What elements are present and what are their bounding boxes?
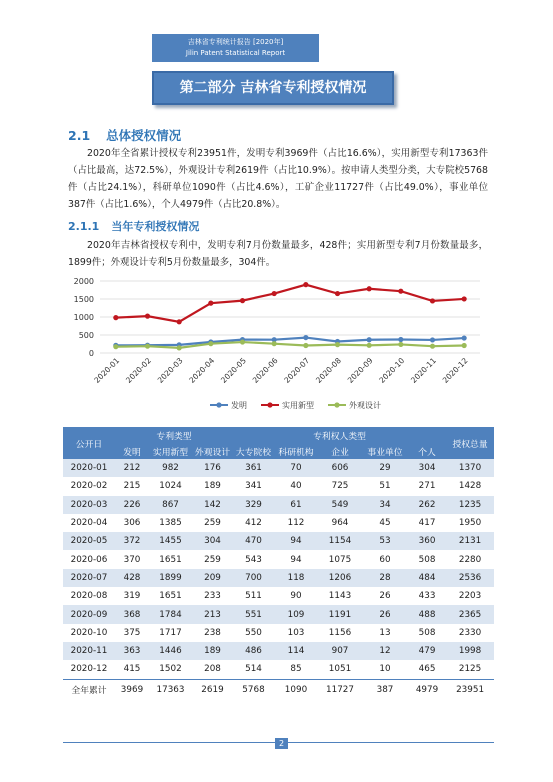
table-cell: 61 — [290, 499, 302, 510]
table-cell: 606 — [331, 463, 349, 474]
table-cell: 118 — [287, 572, 305, 583]
overview-paragraph — [68, 145, 488, 213]
header-title: 吉林省专利统计报告 [2020年] — [187, 38, 284, 46]
table-cell: 28 — [379, 572, 391, 583]
data-point — [177, 345, 182, 350]
x-tick-label: 2020-07 — [282, 356, 312, 385]
table-cell: 34 — [379, 499, 391, 510]
table-cell: 94 — [290, 536, 302, 547]
table-cell: 1143 — [328, 591, 352, 602]
table-cell: 45 — [379, 518, 391, 529]
table-cell: 259 — [204, 518, 221, 529]
table-cell: 1784 — [159, 609, 182, 620]
x-tick-label: 2020-10 — [377, 356, 407, 385]
table-cell: 725 — [331, 481, 349, 492]
table-row — [63, 496, 494, 514]
legend-marker — [334, 402, 339, 407]
table-total-cell: 1090 — [274, 679, 318, 700]
table-cell: 1024 — [159, 481, 182, 492]
table-cell: 1154 — [328, 536, 352, 547]
table-cell: 142 — [204, 499, 221, 510]
table-cell: 1998 — [458, 646, 482, 657]
data-point — [303, 335, 308, 340]
table-cell: 94 — [290, 554, 302, 565]
table-cell: 1235 — [458, 499, 482, 510]
table-cell: 259 — [204, 554, 221, 565]
table-cell: 2365 — [458, 609, 482, 620]
table-cell: 306 — [123, 518, 141, 529]
table-cell: 2131 — [458, 536, 482, 547]
table-cell: 2280 — [458, 554, 482, 565]
table-cell: 964 — [331, 518, 349, 529]
table-cell: 70 — [290, 463, 302, 474]
table-cell: 550 — [245, 627, 262, 638]
table-cell: 465 — [418, 664, 436, 675]
col-subheader: 科研机构 — [278, 447, 314, 458]
table-total-cell: 387 — [362, 679, 408, 700]
section-heading — [68, 126, 181, 144]
table-cell: 212 — [123, 463, 141, 474]
table-cell: 213 — [204, 609, 221, 620]
table-cell: 417 — [418, 518, 436, 529]
table-total-cell: 2619 — [192, 679, 233, 700]
table-cell: 109 — [287, 609, 305, 620]
table-row — [63, 550, 494, 568]
table-cell: 361 — [245, 463, 262, 474]
y-tick-label: 0 — [88, 349, 94, 358]
monthly-grants-table-wrap — [63, 427, 494, 700]
data-point — [208, 301, 213, 306]
table-cell: 85 — [290, 664, 302, 675]
data-point — [113, 344, 118, 349]
y-tick-label: 500 — [78, 331, 94, 340]
data-point — [462, 335, 467, 340]
col-header-total: 授权总量 — [452, 439, 488, 450]
series-line — [116, 285, 464, 322]
table-cell: 103 — [287, 627, 305, 638]
table-cell: 304 — [418, 463, 436, 474]
x-tick-label: 2020-08 — [314, 356, 343, 385]
table-cell: 1950 — [458, 518, 482, 529]
table-cell: 2203 — [458, 591, 482, 602]
table-cell: 1156 — [328, 627, 352, 638]
table-cell: 2020-01 — [70, 463, 108, 474]
table-cell: 2020-05 — [70, 536, 108, 547]
table-cell: 2020-04 — [70, 518, 108, 529]
data-point — [335, 342, 340, 347]
page-number: 2 — [275, 738, 288, 749]
table-total-cell: 17363 — [149, 679, 192, 700]
table-cell: 2020-06 — [70, 554, 108, 565]
table-cell: 360 — [418, 536, 436, 547]
table-total-cell: 4979 — [408, 679, 446, 700]
legend-marker — [267, 402, 272, 407]
table-cell: 1051 — [328, 664, 352, 675]
table-cell: 428 — [123, 572, 141, 583]
table-cell: 372 — [123, 536, 141, 547]
data-point — [398, 289, 403, 294]
table-cell: 1717 — [159, 627, 182, 638]
table-cell: 508 — [418, 554, 436, 565]
data-point — [398, 337, 403, 342]
table-total-cell: 5768 — [233, 679, 274, 700]
table-cell: 2020-09 — [70, 609, 108, 620]
col-subheader: 外观设计 — [194, 447, 231, 458]
x-tick-label: 2020-01 — [92, 356, 122, 385]
table-cell: 982 — [162, 463, 179, 474]
table-row — [63, 624, 494, 642]
data-point — [367, 337, 372, 342]
table-cell: 1206 — [328, 572, 352, 583]
table-cell: 60 — [379, 554, 391, 565]
data-point — [145, 314, 150, 319]
col-header-date: 公开日 — [75, 439, 103, 450]
table-cell: 700 — [245, 572, 262, 583]
table-total-row — [63, 679, 494, 700]
table-cell: 1191 — [328, 609, 352, 620]
x-tick-label: 2020-12 — [440, 356, 470, 385]
data-point — [430, 298, 435, 303]
table-cell: 53 — [379, 536, 391, 547]
table-cell: 484 — [418, 572, 436, 583]
table-cell: 13 — [379, 627, 391, 638]
table-cell: 12 — [379, 646, 391, 657]
x-tick-label: 2020-11 — [409, 356, 438, 385]
table-cell: 549 — [331, 499, 349, 510]
table-row — [63, 459, 494, 477]
table-cell: 262 — [418, 499, 436, 510]
table-cell: 2536 — [458, 572, 482, 583]
table-cell: 412 — [245, 518, 262, 529]
y-tick-label: 1500 — [73, 295, 94, 304]
table-row — [63, 642, 494, 660]
data-point — [208, 341, 213, 346]
subsection-heading — [68, 218, 199, 234]
table-row — [63, 514, 494, 532]
legend-label: 发明 — [231, 401, 247, 410]
monthly-text: 2020年吉林省授权专利中，发明专利7月份数量最多，428件；实用新型专利7月份数量最多，1899件；外观设计专利5月份数量最多，304件。 — [68, 240, 488, 268]
table-cell: 486 — [245, 646, 262, 657]
table-cell: 29 — [379, 463, 391, 474]
report-header-banner — [152, 34, 319, 62]
table-cell: 433 — [418, 591, 436, 602]
subsection-number: 2.1.1 — [68, 220, 100, 233]
table-cell: 215 — [123, 481, 141, 492]
table-cell: 1446 — [159, 646, 182, 657]
table-cell: 2330 — [458, 627, 482, 638]
y-tick-label: 1000 — [73, 313, 94, 322]
data-point — [430, 344, 435, 349]
data-point — [367, 286, 372, 291]
table-cell: 341 — [245, 481, 262, 492]
table-cell: 2020-02 — [70, 481, 108, 492]
table-cell: 304 — [204, 536, 221, 547]
table-cell: 2020-11 — [70, 646, 108, 657]
table-cell: 867 — [162, 499, 179, 510]
table-cell: 2020-10 — [70, 627, 108, 638]
table-cell: 1899 — [159, 572, 182, 583]
x-tick-label: 2020-03 — [155, 356, 185, 385]
table-cell: 226 — [123, 499, 141, 510]
table-total-cell: 全年累计 — [63, 679, 115, 700]
x-tick-label: 2020-06 — [250, 356, 280, 385]
table-cell: 511 — [245, 591, 262, 602]
data-point — [430, 337, 435, 342]
monthly-grants-line-chart — [60, 273, 490, 415]
table-cell: 479 — [418, 646, 436, 657]
table-cell: 1075 — [328, 554, 352, 565]
header-subtitle: Jilin Patent Statistical Report — [185, 49, 286, 57]
table-cell: 238 — [204, 627, 221, 638]
data-point — [145, 344, 150, 349]
table-cell: 189 — [204, 646, 221, 657]
table-cell: 551 — [245, 609, 262, 620]
table-cell: 1651 — [159, 591, 182, 602]
legend-label: 外观设计 — [349, 401, 381, 410]
col-group-owner-type: 专利权人类型 — [313, 431, 366, 442]
data-point — [398, 342, 403, 347]
section-number: 2.1 — [68, 128, 91, 143]
table-cell: 415 — [123, 664, 141, 675]
table-cell: 2020-12 — [70, 664, 108, 675]
data-point — [367, 343, 372, 348]
table-cell: 1455 — [159, 536, 182, 547]
table-row — [63, 532, 494, 550]
table-cell: 51 — [379, 481, 391, 492]
table-row — [63, 587, 494, 605]
overview-text: 2020年全省累计授权专利23951件，发明专利3969件（占比16.6%），实用新型专利17363件（占比最高，达72.5%），外观设计专利2619件（占比10.9%）。按申请人类型分类，大专院校5768件（占比24.1%），科研单位1090件（占比4.6%），工矿企业11727件（占比49.0%），事业单位387件（占比1.6%），个人4979件（占比20.8%）。 — [68, 148, 488, 210]
table-cell: 233 — [204, 591, 221, 602]
col-group-patent-type: 专利类型 — [156, 431, 192, 442]
col-subheader: 个人 — [418, 447, 436, 458]
table-row — [63, 569, 494, 587]
table-cell: 271 — [418, 481, 436, 492]
part-title: 第二部分 吉林省专利授权情况 — [152, 71, 394, 105]
table-cell: 363 — [123, 646, 141, 657]
table-cell: 1428 — [458, 481, 482, 492]
table-cell: 40 — [290, 481, 302, 492]
data-point — [113, 315, 118, 320]
data-point — [272, 341, 277, 346]
monthly-grants-table — [63, 427, 494, 700]
table-cell: 319 — [123, 591, 141, 602]
data-point — [177, 319, 182, 324]
table-cell: 26 — [379, 591, 391, 602]
table-cell: 90 — [290, 591, 302, 602]
table-row — [63, 660, 494, 679]
table-total-cell: 3969 — [115, 679, 149, 700]
col-subheader: 大专院校 — [235, 447, 272, 458]
table-cell: 1385 — [159, 518, 182, 529]
data-point — [462, 343, 467, 348]
col-subheader: 发明 — [123, 447, 141, 458]
data-point — [335, 291, 340, 296]
data-point — [240, 298, 245, 303]
table-cell: 543 — [245, 554, 262, 565]
table-cell: 209 — [204, 572, 221, 583]
table-cell: 189 — [204, 481, 221, 492]
data-point — [240, 339, 245, 344]
table-cell: 2125 — [458, 664, 482, 675]
table-cell: 208 — [204, 664, 221, 675]
section-title: 总体授权情况 — [106, 128, 182, 143]
legend-marker — [216, 402, 221, 407]
table-total-cell: 11727 — [318, 679, 362, 700]
monthly-paragraph — [68, 237, 488, 271]
col-subheader: 事业单位 — [367, 447, 403, 458]
x-tick-label: 2020-09 — [345, 356, 375, 385]
col-subheader: 企业 — [331, 447, 349, 458]
data-point — [462, 296, 467, 301]
table-cell: 1370 — [458, 463, 482, 474]
table-cell: 375 — [123, 627, 141, 638]
table-cell: 514 — [245, 664, 262, 675]
table-cell: 1651 — [159, 554, 182, 565]
table-row — [63, 605, 494, 623]
col-subheader: 实用新型 — [152, 447, 189, 458]
table-cell: 2020-03 — [70, 499, 108, 510]
x-tick-label: 2020-02 — [124, 356, 153, 385]
table-cell: 2020-08 — [70, 591, 108, 602]
table-total-cell: 23951 — [446, 679, 494, 700]
table-cell: 1502 — [159, 664, 182, 675]
table-cell: 368 — [123, 609, 141, 620]
data-point — [303, 343, 308, 348]
table-cell: 2020-07 — [70, 572, 108, 583]
y-tick-label: 2000 — [73, 277, 94, 286]
table-cell: 329 — [245, 499, 262, 510]
subsection-title: 当年专利授权情况 — [111, 220, 200, 233]
table-cell: 370 — [123, 554, 141, 565]
data-point — [303, 282, 308, 287]
table-cell: 112 — [287, 518, 305, 529]
table-cell: 488 — [418, 609, 436, 620]
x-tick-label: 2020-04 — [187, 356, 217, 385]
table-cell: 114 — [287, 646, 305, 657]
table-cell: 470 — [245, 536, 262, 547]
table-cell: 10 — [379, 664, 391, 675]
data-point — [272, 291, 277, 296]
table-cell: 907 — [331, 646, 349, 657]
table-cell: 176 — [204, 463, 221, 474]
table-cell: 26 — [379, 609, 391, 620]
legend-label: 实用新型 — [282, 401, 314, 410]
x-tick-label: 2020-05 — [219, 356, 248, 385]
table-cell: 508 — [418, 627, 436, 638]
table-row — [63, 477, 494, 495]
